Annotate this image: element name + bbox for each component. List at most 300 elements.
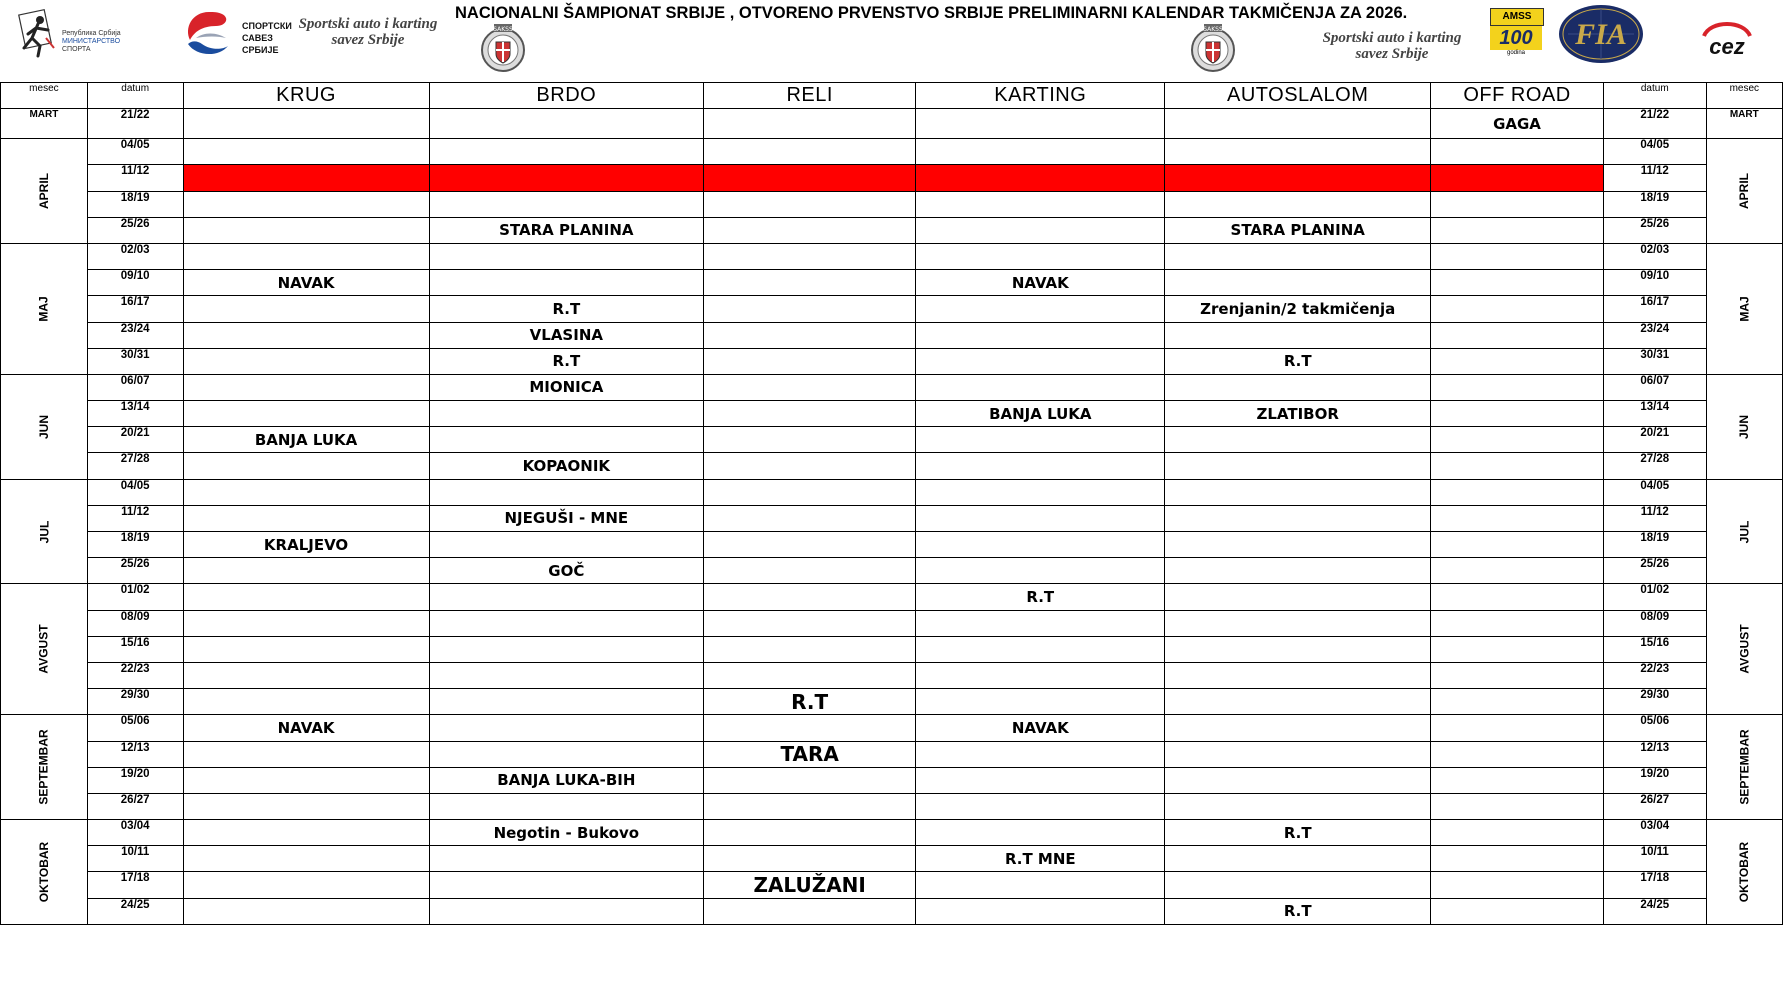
month-cell-right: [1706, 820, 1782, 925]
event-cell: NJEGUŠI - MNE: [429, 505, 704, 531]
event-cell: [429, 636, 704, 662]
date-cell-right: 01/02: [1603, 584, 1706, 610]
date-cell: 09/10: [87, 270, 183, 296]
event-cell: [916, 558, 1165, 584]
date-cell-right: 22/23: [1603, 662, 1706, 688]
date-cell-right: 12/13: [1603, 741, 1706, 767]
event-cell: R.T: [1165, 898, 1431, 924]
month-label: MAJ: [1737, 296, 1752, 322]
date-cell-right: 25/26: [1603, 217, 1706, 243]
event-cell: [1431, 401, 1604, 427]
date-cell: 19/20: [87, 767, 183, 793]
event-cell: [916, 427, 1165, 453]
sakss-badge-right: [1190, 22, 1236, 79]
event-cell: [704, 532, 916, 558]
date-cell-right: 27/28: [1603, 453, 1706, 479]
calendar-row: [1, 401, 1783, 427]
month-cell-right: [1706, 584, 1782, 715]
col-header-krug: KRUG: [183, 83, 429, 109]
event-cell: [183, 558, 429, 584]
date-cell: 04/05: [87, 479, 183, 505]
event-cell: [1165, 715, 1431, 741]
event-cell: [1165, 636, 1431, 662]
date-cell-right: 13/14: [1603, 401, 1706, 427]
calendar-row: [1, 109, 1783, 139]
event-cell: R.T: [1165, 820, 1431, 846]
event-cell: [183, 636, 429, 662]
event-cell: [429, 139, 704, 165]
event-cell: [1165, 662, 1431, 688]
event-cell: [429, 401, 704, 427]
event-cell: [704, 139, 916, 165]
date-cell: 26/27: [87, 793, 183, 819]
event-cell: [704, 322, 916, 348]
event-cell: [429, 793, 704, 819]
event-cell: [704, 767, 916, 793]
date-cell: 30/31: [87, 348, 183, 374]
event-cell: [916, 636, 1165, 662]
event-cell: Zrenjanin/2 takmičenja: [1165, 296, 1431, 322]
event-cell: [429, 427, 704, 453]
event-cell: [1431, 610, 1604, 636]
event-cell: [916, 532, 1165, 558]
event-cell: [1165, 610, 1431, 636]
shield-badge-icon: [480, 22, 526, 74]
event-cell: [1165, 767, 1431, 793]
event-cell: [429, 846, 704, 872]
date-cell-right: 19/20: [1603, 767, 1706, 793]
col-header-karting: KARTING: [916, 83, 1165, 109]
month-cell: [1, 820, 88, 925]
event-cell: [704, 584, 916, 610]
cez-logo: [1690, 14, 1764, 65]
ministry-line-3: СПОРТА: [62, 46, 91, 53]
month-label: AVGUST: [1737, 624, 1752, 674]
month-cell-right: [1706, 243, 1782, 374]
event-cell: [916, 872, 1165, 898]
month-label: JUN: [36, 414, 51, 439]
badge-left-text: SAKSS: [493, 26, 513, 33]
date-cell-right: 21/22: [1603, 109, 1706, 139]
event-cell: [1431, 662, 1604, 688]
event-cell: [429, 662, 704, 688]
event-cell: [429, 191, 704, 217]
event-cell: [916, 741, 1165, 767]
event-cell: NAVAK: [183, 270, 429, 296]
event-cell: VLASINA: [429, 322, 704, 348]
event-cell: [1431, 479, 1604, 505]
col-header-month: mesec: [1, 83, 88, 109]
event-cell: [429, 898, 704, 924]
event-cell: NAVAK: [916, 270, 1165, 296]
event-cell: MIONICA: [429, 374, 704, 400]
event-cell: [1165, 427, 1431, 453]
event-cell: [704, 846, 916, 872]
month-label: OKTOBAR: [36, 841, 51, 903]
event-cell: [1431, 243, 1604, 269]
event-cell: ZLATIBOR: [1165, 401, 1431, 427]
date-cell: 20/21: [87, 427, 183, 453]
date-cell: 29/30: [87, 689, 183, 715]
event-cell: [704, 636, 916, 662]
event-cell: [183, 401, 429, 427]
event-cell: BANJA LUKA: [916, 401, 1165, 427]
month-cell: [1, 243, 88, 374]
event-cell: [1165, 243, 1431, 269]
col-header-brdo: BRDO: [429, 83, 704, 109]
event-cell: [1165, 741, 1431, 767]
event-cell: GOČ: [429, 558, 704, 584]
date-cell-right: 26/27: [1603, 793, 1706, 819]
month-label: JUL: [1737, 520, 1752, 543]
swirl-icon: [182, 8, 236, 58]
event-cell: [183, 139, 429, 165]
event-cell: R.T: [916, 584, 1165, 610]
event-cell: [1431, 846, 1604, 872]
amss-logo: [1490, 8, 1546, 56]
event-cell: [704, 505, 916, 531]
date-cell-right: 08/09: [1603, 610, 1706, 636]
calendar-row: [1, 139, 1783, 165]
event-cell: [916, 505, 1165, 531]
badge-right-text: SAKSS: [1203, 26, 1223, 33]
calendar-row: [1, 427, 1783, 453]
event-cell: [704, 453, 916, 479]
date-cell: 11/12: [87, 165, 183, 191]
shield-badge-icon: [1190, 22, 1236, 74]
event-cell: [704, 165, 916, 191]
event-cell: [183, 217, 429, 243]
date-cell-right: 05/06: [1603, 715, 1706, 741]
sport-savez-line-2: САВЕЗ: [242, 33, 273, 43]
date-cell-right: 24/25: [1603, 898, 1706, 924]
event-cell: [1165, 846, 1431, 872]
calendar-row: [1, 715, 1783, 741]
calendar-row: [1, 348, 1783, 374]
calendar-row: [1, 741, 1783, 767]
date-cell: 10/11: [87, 846, 183, 872]
event-cell: STARA PLANINA: [1165, 217, 1431, 243]
page-header: [0, 0, 1783, 83]
date-cell: 18/19: [87, 191, 183, 217]
event-cell: [916, 820, 1165, 846]
event-cell: [1165, 558, 1431, 584]
event-cell: [183, 374, 429, 400]
event-cell: [429, 532, 704, 558]
month-cell: [1, 584, 88, 715]
event-cell: [704, 243, 916, 269]
calendar-row: [1, 374, 1783, 400]
col-header-date: datum: [87, 83, 183, 109]
sasks-line-2: savez Srbije: [1355, 46, 1429, 62]
col-header-month-right: mesec: [1706, 83, 1782, 109]
calendar-row: [1, 558, 1783, 584]
event-cell: BANJA LUKA-BIH: [429, 767, 704, 793]
event-cell: [1431, 191, 1604, 217]
event-cell: [1165, 322, 1431, 348]
event-cell: [1165, 505, 1431, 531]
calendar-row: [1, 872, 1783, 898]
month-cell: MART: [1, 109, 88, 139]
sport-savez-line-1: СПОРТСКИ: [242, 21, 292, 31]
event-cell: [1165, 689, 1431, 715]
month-label: SEPTEMBAR: [36, 729, 51, 805]
event-cell: [916, 191, 1165, 217]
event-cell: [704, 217, 916, 243]
event-cell: [1431, 584, 1604, 610]
sasks-text-logo-left: [298, 16, 438, 48]
event-cell: [916, 165, 1165, 191]
date-cell-right: 04/05: [1603, 479, 1706, 505]
event-cell: [183, 191, 429, 217]
date-cell: 04/05: [87, 139, 183, 165]
event-cell: [704, 558, 916, 584]
event-cell: [429, 715, 704, 741]
month-cell-right: MART: [1706, 109, 1782, 139]
event-cell: [916, 898, 1165, 924]
date-cell-right: 23/24: [1603, 322, 1706, 348]
event-cell: [1165, 109, 1431, 139]
calendar-table: [0, 82, 1783, 925]
event-cell: [1431, 139, 1604, 165]
event-cell: [916, 767, 1165, 793]
event-cell: [704, 479, 916, 505]
event-cell: [429, 610, 704, 636]
calendar-row: [1, 217, 1783, 243]
event-cell: Negotin - Bukovo: [429, 820, 704, 846]
month-cell-right: [1706, 139, 1782, 244]
event-cell: [429, 165, 704, 191]
event-cell: [1165, 453, 1431, 479]
event-cell: [704, 662, 916, 688]
date-cell: 23/24: [87, 322, 183, 348]
event-cell: [916, 689, 1165, 715]
event-cell: [704, 270, 916, 296]
event-cell: [916, 217, 1165, 243]
calendar-row: [1, 243, 1783, 269]
month-cell: [1, 374, 88, 479]
event-cell: R.T: [1165, 348, 1431, 374]
event-cell: [183, 872, 429, 898]
fia-text: FIA: [1575, 18, 1627, 51]
amss-label: AMSS: [1490, 8, 1544, 26]
date-cell-right: 20/21: [1603, 427, 1706, 453]
date-cell: 03/04: [87, 820, 183, 846]
sasks-line-1: Sportski auto i karting: [1322, 30, 1462, 46]
event-cell: [704, 610, 916, 636]
event-cell: [704, 374, 916, 400]
ministry-logo: [18, 8, 138, 60]
sport-savez-line-3: СРБИЈЕ: [242, 45, 279, 55]
date-cell: 08/09: [87, 610, 183, 636]
event-cell: [429, 109, 704, 139]
col-header-offroad: OFF ROAD: [1431, 83, 1604, 109]
event-cell: [1431, 689, 1604, 715]
month-cell-right: [1706, 374, 1782, 479]
month-label: OKTOBAR: [1737, 841, 1752, 903]
date-cell-right: 06/07: [1603, 374, 1706, 400]
event-cell: [1431, 165, 1604, 191]
date-cell-right: 16/17: [1603, 296, 1706, 322]
athlete-icon: [18, 8, 60, 60]
event-cell: [704, 296, 916, 322]
event-cell: [429, 243, 704, 269]
event-cell: [183, 505, 429, 531]
event-cell: R.T MNE: [916, 846, 1165, 872]
event-cell: [916, 662, 1165, 688]
date-cell-right: 15/16: [1603, 636, 1706, 662]
event-cell: [183, 296, 429, 322]
event-cell: [183, 898, 429, 924]
month-label: MAJ: [36, 296, 51, 322]
date-cell-right: 04/05: [1603, 139, 1706, 165]
date-cell: 01/02: [87, 584, 183, 610]
event-cell: NAVAK: [916, 715, 1165, 741]
event-cell: [1431, 270, 1604, 296]
cez-text: cez: [1709, 34, 1745, 59]
calendar-row: [1, 793, 1783, 819]
date-cell: 22/23: [87, 662, 183, 688]
month-cell: [1, 479, 88, 584]
event-cell: [916, 243, 1165, 269]
event-cell: [704, 401, 916, 427]
event-cell: KRALJEVO: [183, 532, 429, 558]
event-cell: [916, 793, 1165, 819]
event-cell: [1431, 898, 1604, 924]
calendar-row: [1, 584, 1783, 610]
event-cell: BANJA LUKA: [183, 427, 429, 453]
event-cell: [1431, 217, 1604, 243]
calendar-row: [1, 820, 1783, 846]
event-cell: [183, 243, 429, 269]
event-cell: [916, 139, 1165, 165]
calendar-row: [1, 636, 1783, 662]
event-cell: [183, 109, 429, 139]
event-cell: [183, 610, 429, 636]
date-cell: 12/13: [87, 741, 183, 767]
date-cell: 21/22: [87, 109, 183, 139]
event-cell: [1431, 715, 1604, 741]
event-cell: [1165, 793, 1431, 819]
calendar-row: [1, 322, 1783, 348]
col-header-autoslalom: AUTOSLALOM: [1165, 83, 1431, 109]
event-cell: [1431, 793, 1604, 819]
month-cell-right: [1706, 715, 1782, 820]
calendar-row: [1, 846, 1783, 872]
date-cell: 02/03: [87, 243, 183, 269]
event-cell: [183, 453, 429, 479]
date-cell: 13/14: [87, 401, 183, 427]
event-cell: [1431, 820, 1604, 846]
event-cell: [429, 270, 704, 296]
event-cell: R.T: [704, 689, 916, 715]
event-cell: [183, 820, 429, 846]
month-label: JUL: [36, 520, 51, 543]
header-row: [1, 83, 1783, 109]
calendar-row: [1, 505, 1783, 531]
date-cell-right: 03/04: [1603, 820, 1706, 846]
event-cell: [916, 374, 1165, 400]
event-cell: [1165, 584, 1431, 610]
date-cell-right: 29/30: [1603, 689, 1706, 715]
event-cell: R.T: [429, 296, 704, 322]
calendar-row: [1, 767, 1783, 793]
sasks-line-2: savez Srbije: [331, 32, 405, 48]
date-cell: 05/06: [87, 715, 183, 741]
event-cell: [1165, 139, 1431, 165]
event-cell: [916, 296, 1165, 322]
event-cell: [183, 767, 429, 793]
sakss-badge-left: [480, 22, 526, 79]
event-cell: [1431, 558, 1604, 584]
event-cell: [1431, 767, 1604, 793]
event-cell: [704, 109, 916, 139]
date-cell: 15/16: [87, 636, 183, 662]
month-label: APRIL: [1737, 173, 1752, 210]
event-cell: [183, 846, 429, 872]
event-cell: [1431, 322, 1604, 348]
event-cell: NAVAK: [183, 715, 429, 741]
date-cell: 27/28: [87, 453, 183, 479]
sport-savez-logo: [182, 8, 292, 60]
event-cell: [704, 348, 916, 374]
event-cell: R.T: [429, 348, 704, 374]
date-cell-right: 10/11: [1603, 846, 1706, 872]
month-cell: [1, 715, 88, 820]
event-cell: GAGA: [1431, 109, 1604, 139]
date-cell-right: 25/26: [1603, 558, 1706, 584]
event-cell: [704, 715, 916, 741]
event-cell: [429, 872, 704, 898]
sasks-text-logo-right: [1322, 30, 1462, 62]
event-cell: [916, 610, 1165, 636]
event-cell: [429, 689, 704, 715]
event-cell: [1431, 348, 1604, 374]
event-cell: [1165, 479, 1431, 505]
event-cell: [916, 348, 1165, 374]
date-cell-right: 09/10: [1603, 270, 1706, 296]
date-cell: 24/25: [87, 898, 183, 924]
col-header-reli: RELI: [704, 83, 916, 109]
event-cell: [183, 479, 429, 505]
event-cell: [183, 322, 429, 348]
month-label: JUN: [1737, 414, 1752, 439]
event-cell: [1431, 505, 1604, 531]
col-header-date-right: datum: [1603, 83, 1706, 109]
month-cell: [1, 139, 88, 244]
event-cell: [429, 584, 704, 610]
event-cell: [1165, 165, 1431, 191]
event-cell: [704, 191, 916, 217]
month-label: AVGUST: [36, 624, 51, 674]
date-cell: 06/07: [87, 374, 183, 400]
date-cell-right: 02/03: [1603, 243, 1706, 269]
calendar-row: [1, 270, 1783, 296]
event-cell: [916, 479, 1165, 505]
calendar-row: [1, 662, 1783, 688]
calendar-row: [1, 479, 1783, 505]
event-cell: [1165, 872, 1431, 898]
date-cell-right: 11/12: [1603, 165, 1706, 191]
event-cell: [1165, 532, 1431, 558]
event-cell: [429, 479, 704, 505]
event-cell: [704, 427, 916, 453]
event-cell: [1431, 532, 1604, 558]
event-cell: [1165, 374, 1431, 400]
date-cell-right: 17/18: [1603, 872, 1706, 898]
fia-logo: [1558, 4, 1644, 69]
event-cell: [183, 741, 429, 767]
